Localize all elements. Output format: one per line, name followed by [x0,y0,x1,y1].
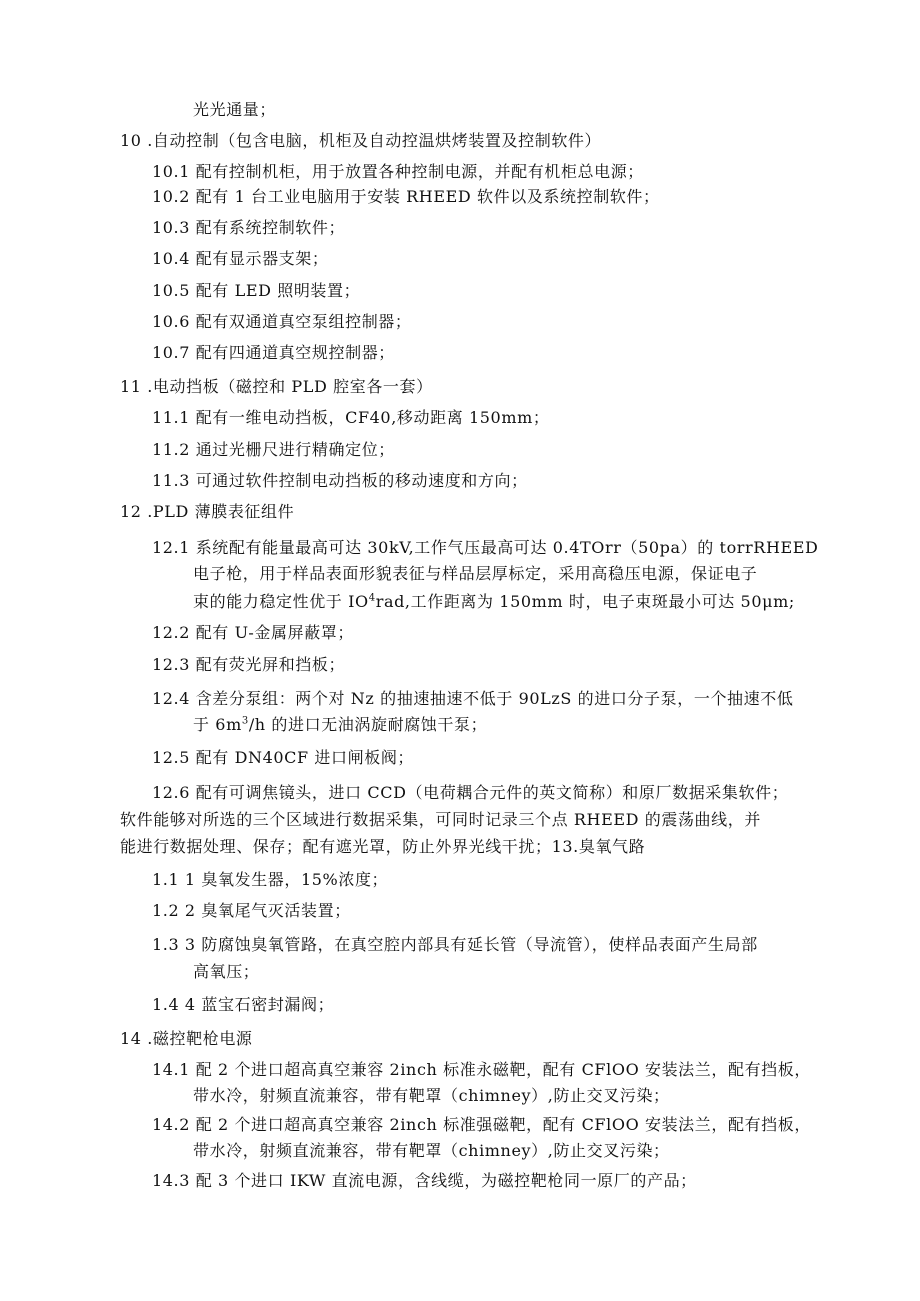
section-heading-11 [120,376,433,398]
item-12-1-cont [193,563,757,585]
item-11-3 [152,470,528,492]
line-text: 14 .磁控靶枪电源 [120,1029,253,1048]
item-12-3 [152,654,345,676]
item-14-1-cont [193,1085,670,1107]
line-text: 11.1 配有一维电动挡板，CF40,移动距离 150mm； [152,408,550,427]
line-text: 12.3 配有荧光屏和挡板； [152,655,346,674]
item-10-6 [152,311,412,333]
item-12-1-cont [193,591,795,613]
superscript: 4 [368,592,376,604]
item-11-2 [152,439,395,461]
item-12-4-cont [193,714,487,736]
line-text: 能进行数据处理、保存；配有遮光罩，防止外界光线干扰；13.臭氧气路 [120,837,646,856]
item-12-6-cont [120,836,645,858]
superscript: 3 [241,715,249,727]
item-14-2 [152,1114,811,1136]
line-text: 12.2 配有 U-金属屏蔽罩； [152,623,355,642]
line-text: 11.2 通过光栅尺进行精确定位； [152,440,395,459]
line-text: 软件能够对所选的三个区域进行数据采集，可同时记录三个点 RHEED 的震荡曲线，并 [120,810,761,829]
line-text: 14.2 配 2 个进口超高真空兼容 2inch 标准强磁靶，配有 CFlOO 安装法兰，配有挡板， [152,1115,811,1134]
section-heading-12 [120,501,294,523]
line-text: 11.3 可通过软件控制电动挡板的移动速度和方向； [152,471,528,490]
line-text: 10.1 配有控制机柜，用于放置各种控制电源，并配有机柜总电源； [152,162,644,181]
item-12-1 [152,537,819,559]
item-11-1 [152,407,549,429]
line-text: 光光通量； [193,100,277,119]
line-text: 10.3 配有系统控制软件； [152,218,346,237]
line-text: 10.4 配有显示器支架； [152,249,329,268]
line-text: 14.1 配 2 个进口超高真空兼容 2inch 标准永磁靶，配有 CFlOO 安装法兰，配有挡板， [152,1060,811,1079]
item-14-3 [152,1170,697,1192]
line-text: 高氧压； [193,962,260,981]
item-10-3 [152,217,345,239]
section-heading-14 [120,1028,253,1050]
line-text: 带水冷，射频直流兼容，带有靶罩（chimney）,防止交叉污染； [193,1086,670,1105]
line-text: rad,工作距离为 150mm 时，电子束斑最小可达 50μm; [375,592,795,611]
item-10-2 [152,186,660,208]
line-text: 1.1 1 臭氧发生器，15%浓度； [152,870,389,889]
item-10-4 [152,248,329,270]
item-12-6 [152,782,788,804]
item-13-4 [152,994,334,1016]
item-12-6-cont [120,809,761,831]
line-text: 1.2 2 臭氧尾气灭活装置； [152,901,351,920]
item-10-7 [152,342,395,364]
line-text: 10 .自动控制（包含电脑，机柜及自动控温烘烤装置及控制软件） [120,131,602,150]
text-line [193,99,276,121]
item-10-1 [152,161,644,183]
item-13-1 [152,869,388,891]
item-12-4 [152,688,793,710]
line-text: 12.1 系统配有能量最高可达 30kV,工作气压最高可达 0.4TOrr（50pa）的 torrRHEED [152,538,819,557]
line-text: 11 .电动挡板（磁控和 PLD 腔室各一套） [120,377,433,396]
item-13-3-cont [193,961,259,983]
item-12-5 [152,747,414,769]
line-text: 14.3 配 3 个进口 IKW 直流电源，含线缆，为磁控靶枪同一原厂的产品； [152,1171,697,1190]
item-14-2-cont [193,1140,670,1162]
line-text: 10.5 配有 LED 照明装置； [152,281,361,300]
line-text: 12.6 配有可调焦镜头，进口 CCD（电荷耦合元件的英文简称）和原厂数据采集软件； [152,783,789,802]
line-text: 带水冷，射频直流兼容，带有靶罩（chimney）,防止交叉污染； [193,1141,670,1160]
section-heading-10 [120,130,601,152]
item-13-3 [152,934,758,956]
line-text: 电子枪，用于样品表面形貌表征与样品层厚标定，采用高稳压电源，保证电子 [193,564,758,583]
line-text: 束的能力稳定性优于 IO [193,592,369,611]
line-text: 10.2 配有 1 台工业电脑用于安装 RHEED 软件以及系统控制软件； [152,187,660,206]
line-text: 10.7 配有四通道真空规控制器； [152,343,395,362]
item-12-2 [152,622,354,644]
line-text: 1.4 4 蓝宝石密封漏阀； [152,995,335,1014]
line-text: 1.3 3 防腐蚀臭氧管路，在真空腔内部具有延长管（导流管），使样品表面产生局部 [152,935,758,954]
line-text: 12.4 含差分泵组：两个对 Nz 的抽速抽速不低于 90LzS 的进口分子泵，一个抽速不低 [152,689,794,708]
line-text: 12.5 配有 DN40CF 进口闸板阀； [152,748,415,767]
item-10-5 [152,280,360,302]
line-text: 12 .PLD 薄膜表征组件 [120,502,295,521]
line-text: /h 的进口无油涡旋耐腐蚀干泵； [248,715,488,734]
line-text: 10.6 配有双通道真空泵组控制器； [152,312,412,331]
line-text: 于 6m [193,715,242,734]
item-14-1 [152,1059,811,1081]
item-13-2 [152,900,351,922]
